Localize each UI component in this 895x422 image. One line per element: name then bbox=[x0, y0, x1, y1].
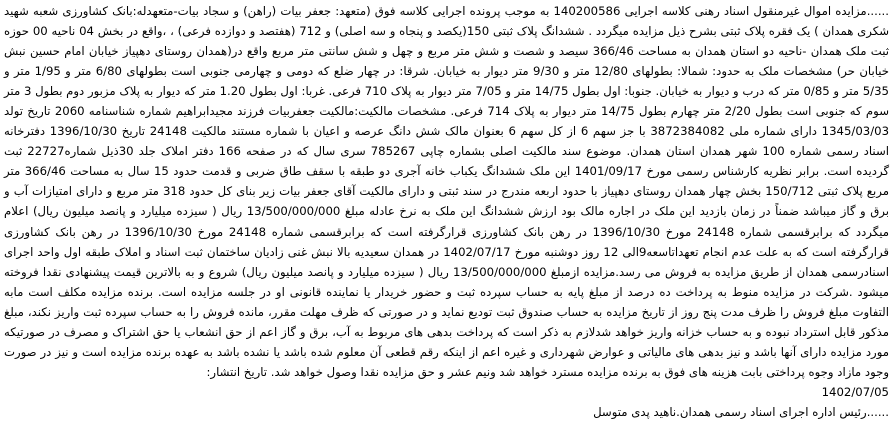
publication-date: 1402/07/05 bbox=[821, 384, 889, 399]
notice-signature: ......رئیس اداره اجرای اسناد رسمی همدان.ناهید پدی متوسل bbox=[593, 404, 889, 419]
notice-body-text: ......مزایده اموال غیرمنقول اسناد رهنی کلاسه اجرایی 140200586 به موجب پرونده اجرایی کلاسه فوق (متعهد: جعفر بیات (راهن) و سجاد بیات-متعهدله:بانک کشاورزی شعبه شهید شکری همدان ) یک فقره پلاک ثبتی بشرح ذیل مزایده میگردد . ششدانگ پلاک ثبتی 150(یکصد و پنجاه و سه اصلی) و 712 (هفتصد و دوازده فرعی) ، ،واقع در بخش 04 ناحیه 00 حوزه ثبت ملک همدان -ناحیه دو استان همدان به مساحت 366/46 سیصد و شصت و شش متر مربع و چهل و شش سانتی متر مربع واقع در(همدان روستای دهپیاز خیابان امام حسین نبش خیابان حر) مشخصات ملک به حدود: شمالا: بطولهای 12/80 متر و 9/30 متر دیوار به خیابان. شرقا: در چهار ضلع که دومی و چهارمی جنوبی است بطولهای 6/80 متر و 1/95 متر و 5/35 متر و 0/85 متر که درب و دیوار به خیابان. جنوبا: اول بطول 14/75 متر و 7/05 متر دیوار به پلاک 710 فرعی. غربا: اول بطول 1.20 متر که دیوار به پلاک مزبور دوم بطول 3 متر سوم که جنوبی است بطول 2/20 متر چهارم بطول 14/75 متر دیوار به پلاک 714 فرعی. مشخصات مالکیت:مالکیت جعفربیات فرزند مجیدابراهیم شماره شناسنامه 2060 تاریخ تولد 1345/03/03 دارای شماره ملی 3872384082 با جز سهم 6 از کل سهم 6 بعنوان مالک شش دانگ عرصه و اعیان با شماره مستند مالکیت 24148 تاریخ 1396/10/30 دفترخانه اسناد رسمی شماره 100 شهر همدان استان همدان. موضوع سند مالکیت اصلی بشماره چاپی 785267 سری سال که در صفحه 166 دفتر املاک جلد 30ذیل شماره22727 ثبت گردیده است. برابر نظریه کارشناس رسمی مورخ 1401/09/17 این ملک ششدانگ یکباب خانه آجری دو طبقه با سقف طاق ضربی و قدمت حدود 15 سال به مساحت 366/46 متر مربع پلاک ثبتی 150/712 بخش چهار همدان روستای دهپیاز با حدود اربعه مندرج در سند ثبتی و دارای مالکیت آقای جعفر بیات زیر بنای کل حدود 318 متر مربع و دارای امتیازات آب و برق و گاز میباشد ضمناً در زمان بازدید این ملک در اجاره مالک بود ارزش ششدانگ این ملک به نرخ عادله مبلغ 13/500/000/000 ریال ( سیزده میلیارد و پانصد میلیون ریال) اعلام میگردد که برابرقسمی شماره 24148 مورخ 1396/10/30 در رهن بانک کشاورزی قرارگرفته است که برابرقسمی شماره 24148 مورخ 1396/10/30 در رهن بانک کشاورزی قرارگرفته است که به علت عدم انجام تعهداتاسعه9الی 12 روز دوشنبه مورخ 1402/07/17 در همدان سعیدیه بالا نبش غنی زادیان ساختمان ثبت اسناد و املاک طبقه اول واحد اجرای اسنادرسمی همدان از طریق مزایده به فروش می رسد.مزایده ازمبلغ 13/500/000/000 ریال ( سیزده میلیارد و پانصد میلیون ریال) شروع و به بالاترین قیمت پیشنهادی نقدا فروخته میشود .شرکت در مزایده منوط به پرداخت ده درصد از مبلغ پایه به حساب سپرده ثبت و حضور خریدار یا نماینده قانونی او در جلسه مزایده است. برنده مزایده مکلف است مابه التفاوت مبلغ فروش را ظرف مدت پنج روز از تاریخ مزایده به حساب صندوق ثبت تودیع نماید و در صورتی که ظرف مهلت مقرر، مانده فروش را به حساب سپرده ثبت واریز نکند، مبلغ مذکور قابل استرداد نبوده و به حساب خزانه واریز خواهد شدلازم به ذکر است که پرداخت بدهی های مربوط به آب، برق و گاز اعم از حق انشعاب یا حق اشتراک و مصرف در صورتیکه مورد مزایده دارای آنها باشد و نیز بدهی های مالیاتی و عوارض شهرداری و غیره اعم از اینکه رقم قطعی آن معلوم شده باشد یا نشده باشد به عهده برنده مزایده است و نیز در صورت وجود مازاد وجوه پرداختی بابت هزینه های فوق به برنده مزایده مسترد خواهد شد ونیم عشر و حق مزایده نقدا وصول خواهد شد. تاریخ انتشار: bbox=[3, 4, 890, 379]
